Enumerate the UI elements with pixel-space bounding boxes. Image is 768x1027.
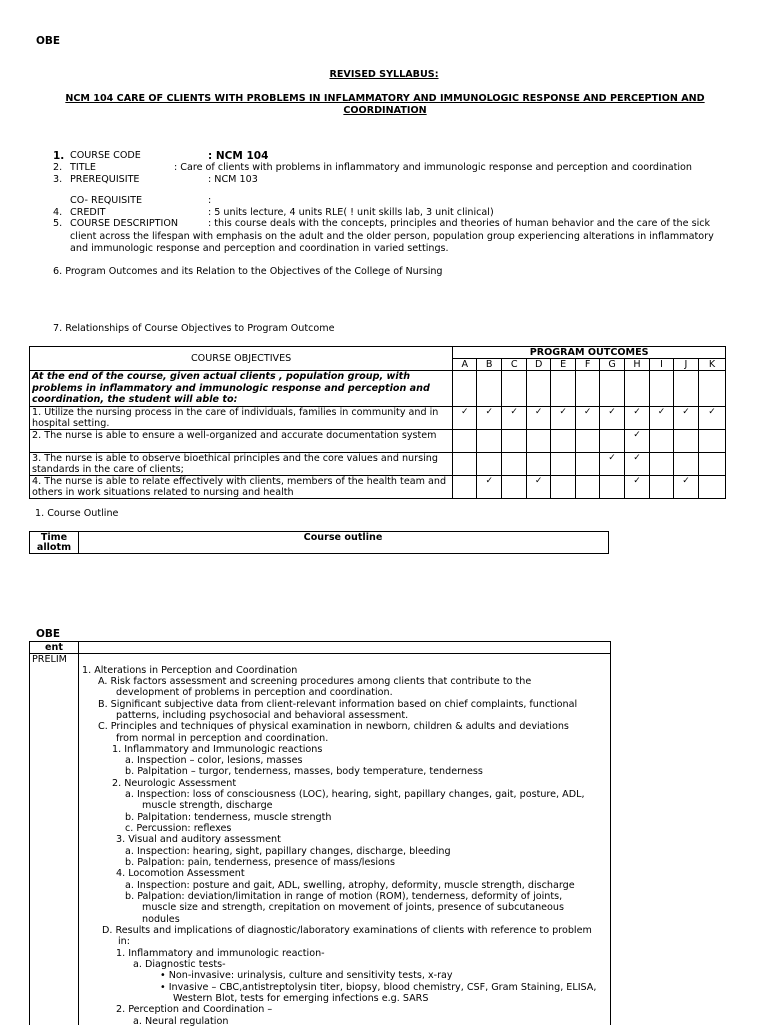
outline-header-table xyxy=(29,531,609,554)
outcome-check xyxy=(477,429,502,452)
outcome-check xyxy=(502,429,527,452)
outcome-check: ✓ xyxy=(650,406,674,429)
outline-line: C. Principles and techniques of physical examination in newborn, children & adults and deviations xyxy=(98,721,569,732)
outcome-check: ✓ xyxy=(600,452,625,475)
outline-line: a. Diagnostic tests- xyxy=(133,959,226,970)
field-num: 3. xyxy=(53,174,63,185)
outline-line: 2. Neurologic Assessment xyxy=(112,778,237,789)
outline-line: 4. Locomotion Assessment xyxy=(116,868,245,879)
outcome-check xyxy=(698,475,725,498)
course-objectives-header: COURSE OBJECTIVES xyxy=(30,347,453,371)
outline-line: development of problems in perception and coordination. xyxy=(116,687,393,698)
field-label: CREDIT xyxy=(70,207,106,218)
outcome-check xyxy=(576,429,600,452)
outcome-letter: A xyxy=(453,359,477,371)
outcome-check xyxy=(551,452,576,475)
outline-line: b. Palpation: deviation/limitation in range of motion (ROM), tenderness, deformity of joints, xyxy=(125,891,563,902)
outcome-check xyxy=(453,429,477,452)
field-label: TITLE xyxy=(70,162,96,173)
outline-line: muscle size and strength, crepitation on movement of joints, presence of subcutaneous xyxy=(142,902,565,913)
field-num: 5. xyxy=(53,218,63,229)
outline-line: a. Neural regulation xyxy=(133,1016,229,1027)
course-outline-label: 1. Course Outline xyxy=(35,508,119,519)
objective-text: 4. The nurse is able to relate effectively with clients, members of the health team and others in work situations related to nursing and health xyxy=(30,475,453,498)
outcome-check xyxy=(698,452,725,475)
outline-line: a. Inspection: loss of consciousness (LOC), hearing, sight, papillary changes, gait, posture, ADL, xyxy=(125,789,585,800)
outcome-check: ✓ xyxy=(502,406,527,429)
outcome-check: ✓ xyxy=(625,406,650,429)
outcome-check xyxy=(551,429,576,452)
objective-text: 2. The nurse is able to ensure a well-organized and accurate documentation system xyxy=(30,429,453,452)
objectives-intro: At the end of the course, given actual clients , population group, with problems in inflammatory and immunologic response and perception and coordination, the student will able to: xyxy=(30,371,453,407)
outcome-letter: K xyxy=(698,359,725,371)
description-cont-1: client across the lifespan with emphasis on the adult and the older person, population group experiencing alterations in inflammatory xyxy=(70,231,714,242)
outline-line: • Non-invasive: urinalysis, culture and sensitivity tests, x-ray xyxy=(160,970,453,981)
outcome-check xyxy=(650,475,674,498)
time-allotment-header-1: Time xyxy=(40,532,68,543)
outcome-check xyxy=(576,452,600,475)
time-allotment-header-cont: ent xyxy=(45,642,63,653)
outline-line: in: xyxy=(118,936,130,947)
outcome-check xyxy=(698,429,725,452)
outcome-check: ✓ xyxy=(625,429,650,452)
description-cont-2: and immunologic response and perception and coordination in varied settings. xyxy=(70,243,449,254)
outcome-check xyxy=(600,429,625,452)
outcome-letter: I xyxy=(650,359,674,371)
row-divider xyxy=(30,653,610,654)
outcome-letter: E xyxy=(551,359,576,371)
outcome-check: ✓ xyxy=(698,406,725,429)
outcome-check xyxy=(477,452,502,475)
outcome-check xyxy=(502,452,527,475)
outline-line: 2. Perception and Coordination – xyxy=(116,1004,273,1015)
outcome-check: ✓ xyxy=(673,475,698,498)
outcome-check: ✓ xyxy=(625,475,650,498)
outcome-check: ✓ xyxy=(477,406,502,429)
outcome-letter: D xyxy=(527,359,551,371)
outcome-letter: G xyxy=(600,359,625,371)
outcome-letter: B xyxy=(477,359,502,371)
objectives-table xyxy=(29,346,726,499)
time-allotment-header-2: allotm xyxy=(36,542,72,553)
field-value: : NCM 103 xyxy=(208,174,258,185)
outline-line: c. Percussion: reflexes xyxy=(125,823,232,834)
objective-text: 3. The nurse is able to observe bioethical principles and the core values and nursing standards in the care of clients; xyxy=(30,452,453,475)
outcome-check xyxy=(453,475,477,498)
course-heading-line-1: NCM 104 CARE OF CLIENTS WITH PROBLEMS IN INFLAMMATORY AND IMMUNOLOGIC RESPONSE AND PERCEPTION AND xyxy=(65,93,705,104)
outcome-check: ✓ xyxy=(527,475,551,498)
outcome-check xyxy=(600,475,625,498)
outline-line: b. Palpitation – turgor, tenderness, masses, body temperature, tenderness xyxy=(125,766,483,777)
outcome-letter: H xyxy=(625,359,650,371)
outcome-check xyxy=(673,452,698,475)
field-label: COURSE CODE xyxy=(70,150,141,161)
outline-line: 1. Inflammatory and Immunologic reactions xyxy=(112,744,323,755)
period-prelim: PRELIM xyxy=(32,654,67,665)
item-6: 6. Program Outcomes and its Relation to the Objectives of the College of Nursing xyxy=(53,266,443,277)
outline-line: 3. Visual and auditory assessment xyxy=(116,834,281,845)
outcome-check xyxy=(576,475,600,498)
outline-line: muscle strength, discharge xyxy=(142,800,273,811)
outcome-check xyxy=(650,429,674,452)
objective-text: 1. Utilize the nursing process in the care of individuals, families in community and in hospital setting. xyxy=(30,406,453,429)
field-label: PREREQUISITE xyxy=(70,174,140,185)
revised-syllabus-title: REVISED SYLLABUS: xyxy=(329,69,439,80)
outline-line: Western Blot, tests for emerging infections e.g. SARS xyxy=(173,993,429,1004)
item-7: 7. Relationships of Course Objectives to Program Outcome xyxy=(53,323,335,334)
outcome-check xyxy=(551,475,576,498)
outline-line: 1. Alterations in Perception and Coordination xyxy=(82,665,298,676)
course-outline-header: Course outline xyxy=(303,532,383,543)
field-num: 2. xyxy=(53,162,63,173)
outline-body-table xyxy=(29,641,611,1025)
field-label: CO- REQUISITE xyxy=(70,195,143,206)
outline-line: b. Palpitation: tenderness, muscle strength xyxy=(125,812,332,823)
outcome-check: ✓ xyxy=(551,406,576,429)
outcome-letter: C xyxy=(502,359,527,371)
field-value: : xyxy=(208,195,212,206)
outline-line: patterns, including psychosocial and behavioral assessment. xyxy=(116,710,409,721)
outcome-check: ✓ xyxy=(625,452,650,475)
outline-line: • Invasive – CBC,antistreptolysin titer, biopsy, blood chemistry, CSF, Gram Staining, ELISA, xyxy=(160,982,597,993)
outcome-check xyxy=(453,452,477,475)
outcome-check xyxy=(650,452,674,475)
field-value: : Care of clients with problems in inflammatory and immunologic response and perception and coordination xyxy=(174,162,692,173)
outcome-letter: J xyxy=(673,359,698,371)
field-value: : NCM 104 xyxy=(208,150,269,162)
outcome-check xyxy=(527,452,551,475)
field-label: COURSE DESCRIPTION xyxy=(70,218,179,229)
outline-line: D. Results and implications of diagnostic/laboratory examinations of clients with reference to problem xyxy=(102,925,592,936)
outline-line: A. Risk factors assessment and screening procedures among clients that contribute to the xyxy=(98,676,532,687)
program-outcomes-header: PROGRAM OUTCOMES xyxy=(453,347,726,359)
outcome-check: ✓ xyxy=(673,406,698,429)
column-divider xyxy=(78,642,79,1025)
outline-line: nodules xyxy=(142,914,180,925)
header-tag: OBE xyxy=(36,35,61,47)
field-value: : 5 units lecture, 4 units RLE( ! unit skills lab, 3 unit clinical) xyxy=(208,207,494,218)
outline-line: from normal in perception and coordination. xyxy=(116,733,329,744)
outline-line: b. Palpation: pain, tenderness, presence of mass/lesions xyxy=(125,857,395,868)
field-num: 1. xyxy=(53,150,65,162)
outcome-check: ✓ xyxy=(527,406,551,429)
outcome-check xyxy=(502,475,527,498)
field-value: : this course deals with the concepts, principles and theories of human behavior and the care of the sick xyxy=(208,218,711,229)
outcome-check: ✓ xyxy=(576,406,600,429)
outcome-letter: F xyxy=(576,359,600,371)
outcome-check xyxy=(673,429,698,452)
field-num: 4. xyxy=(53,207,63,218)
outline-line: a. Inspection – color, lesions, masses xyxy=(125,755,303,766)
outcome-check: ✓ xyxy=(477,475,502,498)
header-tag-page-2: OBE xyxy=(36,628,61,640)
outline-line: B. Significant subjective data from client-relevant information based on chief complaints, functional xyxy=(98,699,578,710)
outline-line: a. Inspection: hearing, sight, papillary changes, discharge, bleeding xyxy=(125,846,451,857)
outcome-check: ✓ xyxy=(600,406,625,429)
outcome-check xyxy=(527,429,551,452)
outline-line: a. Inspection: posture and gait, ADL, swelling, atrophy, deformity, muscle strength, discharge xyxy=(125,880,575,891)
course-heading-line-2: COORDINATION xyxy=(343,105,427,116)
outline-line: 1. Inflammatory and immunologic reaction- xyxy=(116,948,325,959)
outcome-check: ✓ xyxy=(453,406,477,429)
